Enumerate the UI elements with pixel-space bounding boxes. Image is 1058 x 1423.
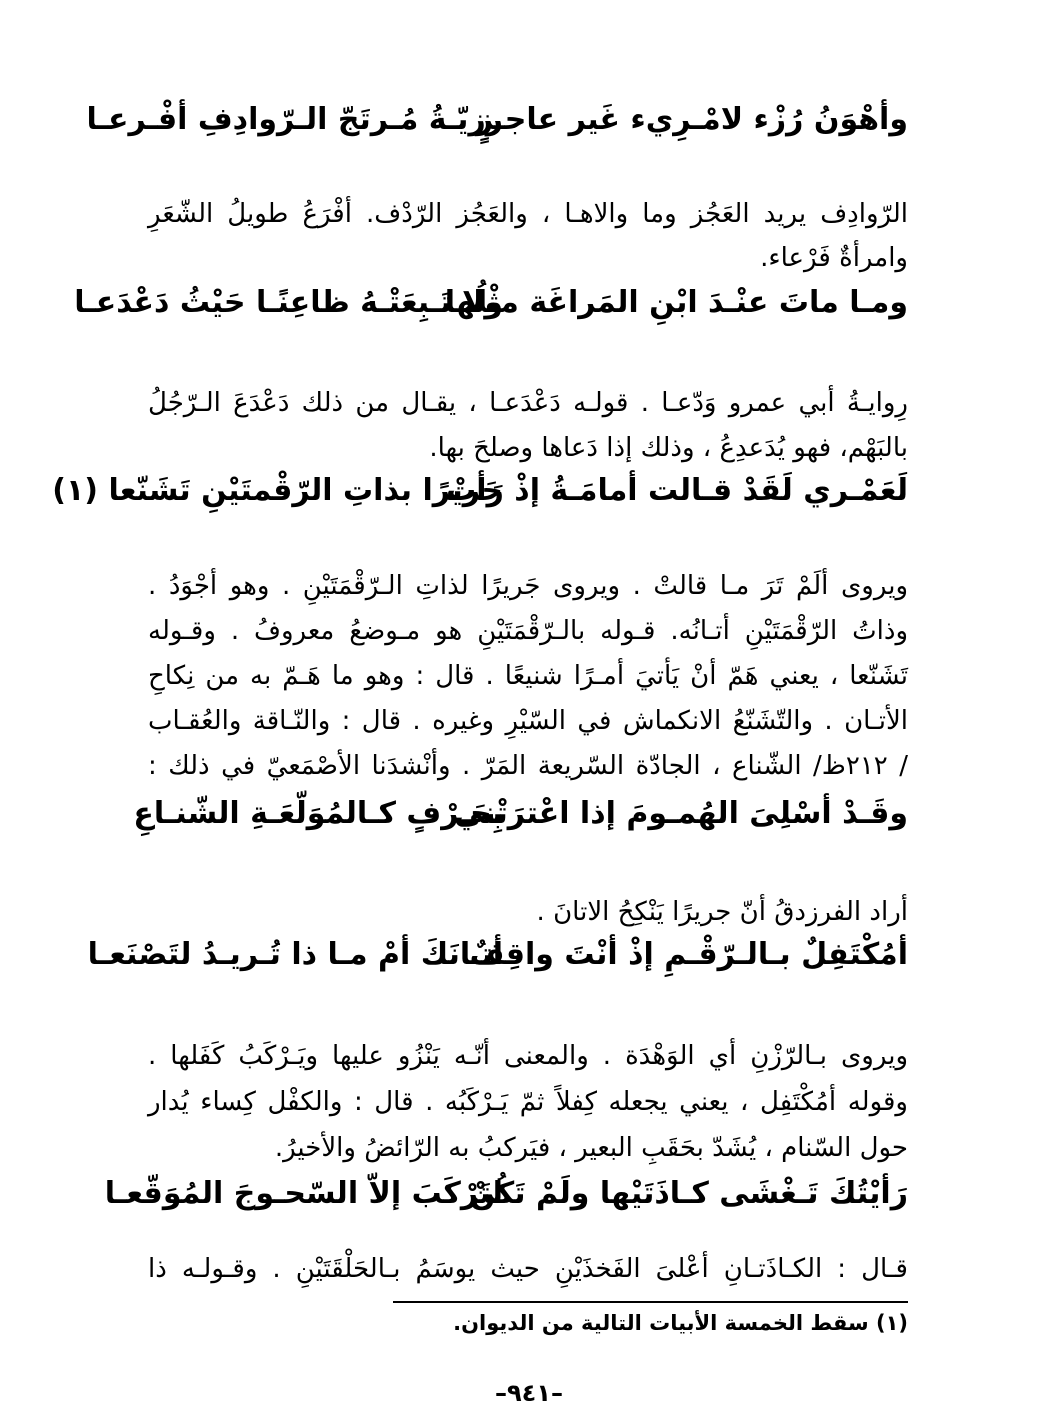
verse-first-hemistich: وقَـدْ أسْلِىَ الهُمـومَ إذا اعْترَتْني bbox=[453, 796, 908, 831]
footnote: (١) سقط الخمسة الأبيات التالية من الديوان. bbox=[453, 1311, 908, 1335]
commentary-line: حول السّنام ، يُشَدّ بحَقَبِ البعير ، فيَركبُ به الرّائضُ والأخيرُ. bbox=[274, 1133, 908, 1163]
verse-first-hemistich: أمُكْتَفِلٌ بـالـرّقْـمِ إذْ أنْتَ واقِفٌ bbox=[469, 937, 908, 972]
commentary-line: رِوايـةُ أبي عمرو وَدّعـا . قولـه دَعْدَعـا ، يقـال من ذلك دَعْدَعَ الـرّجُلُ bbox=[148, 388, 908, 418]
commentary-line: الرّوادِف يريد العَجُز وما والاهـا ، والعَجُز الرّدْف. أفْرَعُ طويلُ الشّعَرِ bbox=[148, 199, 908, 229]
commentary-line: الأتـان . والتّشَنّعُ الانكماش في السّيْرِ وغيره . قال : والنّـاقة والعُقـاب bbox=[148, 706, 908, 736]
commentary-line: أراد الفرزدقُ أنّ جريرًا يَنْكِحُ الاتانَ . bbox=[536, 897, 908, 927]
commentary-line: / ٢١٢ظ/ الشّناع ، الجادّة السّريعة المَرّ . وأنْشدَنا الأصْمَعيّ في ذلك : bbox=[148, 751, 908, 781]
verse-first-hemistich: لَعَمْـري لَقَدْ قـالت أمامَـةُ إذْ رَأتْ bbox=[446, 473, 908, 508]
verse-line bbox=[133, 792, 908, 836]
commentary-line: وقوله أمُكْتَفِل ، يعني يجعله كِفلاً ثمّ يَـرْكَبُه . قال : والكفْل كِساء يُدار bbox=[148, 1087, 908, 1117]
verse-line bbox=[86, 98, 908, 142]
verse-second-hemistich: ولا تَـبِعَتْـهُ ظاعِنًـا حَيْثُ دَعْدَعـا bbox=[74, 285, 503, 320]
verse-first-hemistich: ومـا ماتَ عنْـدَ ابْنِ المَراغَة مثْلُها bbox=[444, 285, 908, 320]
verse-first-hemistich: رَأيْتُكَ تَـغْشَى كـاذَتَيْها ولَمْ تَكُنْ bbox=[469, 1176, 908, 1211]
verse-line bbox=[74, 281, 908, 325]
verse-second-hemistich: أتـانَكَ أمْ مـا ذا تُـريـدُ لتَصْنَعـا bbox=[87, 937, 503, 972]
page-number: –٩٤١– bbox=[495, 1379, 563, 1407]
verse-line bbox=[52, 469, 908, 513]
commentary-line: ويروى بـالرّزْنِ أي الوَهْدَة . والمعنى أنّـه يَنْزُو عليها ويَـرْكَبُ كَفَلها . bbox=[148, 1041, 908, 1071]
verse-line bbox=[87, 933, 908, 977]
footnote-divider bbox=[393, 1301, 908, 1303]
verse-second-hemistich: رزيّـةُ مُـرتَجّ الـرّوادِفِ أفْـرعـا bbox=[86, 102, 503, 137]
verse-line bbox=[104, 1172, 908, 1216]
commentary-line: وذاتُ الرّقْمَتَيْنِ أتـانُه. قـوله بالـرّقْمَتَيْنِ هو مـوضعُ معروفُ . وقـوله bbox=[148, 616, 908, 646]
verse-second-hemistich: لتَرْكَبَ إلاّ السّحـوجَ المُوَقّعـا bbox=[104, 1176, 503, 1211]
commentary-line: تَشَنّعا ، يعني هَمّ أنْ يَأتيَ أمـرًا شنيعًا . قال : وهو ما هَـمّ به من نِكاحِ bbox=[148, 661, 908, 691]
verse-first-hemistich: وأهْوَنُ رُزْء لامْـرِيء غَير عاجـزٍ bbox=[475, 102, 908, 137]
verse-second-hemistich: بِحَـرْفٍ كـالمُوَلّعَـةِ الشّنـاعِ bbox=[133, 796, 503, 831]
commentary-line: قـال : الكـاذَتـانِ أعْلىَ الفَخذَيْنِ حيث يوسَمُ بـالحَلْقَتَيْنِ . وقـولـه ذا bbox=[148, 1254, 908, 1284]
commentary-line: ويروى ألَمْ تَرَ مـا قالتْ . ويروى جَريرًا لذاتِ الـرّقْمَتَيْنِ . وهو أجْوَدُ . bbox=[148, 571, 908, 601]
commentary-line: بالبَهْم، فهو يُدَعدِعُ ، وذلك إذا دَعاها وصلحَ بها. bbox=[429, 433, 908, 463]
verse-second-hemistich: جَريرًا بذاتِ الرّقْمتَيْنِ تَشَنّعا (١) bbox=[52, 473, 503, 508]
commentary-line: وامرأةٌ فَرْعاء. bbox=[760, 243, 908, 273]
